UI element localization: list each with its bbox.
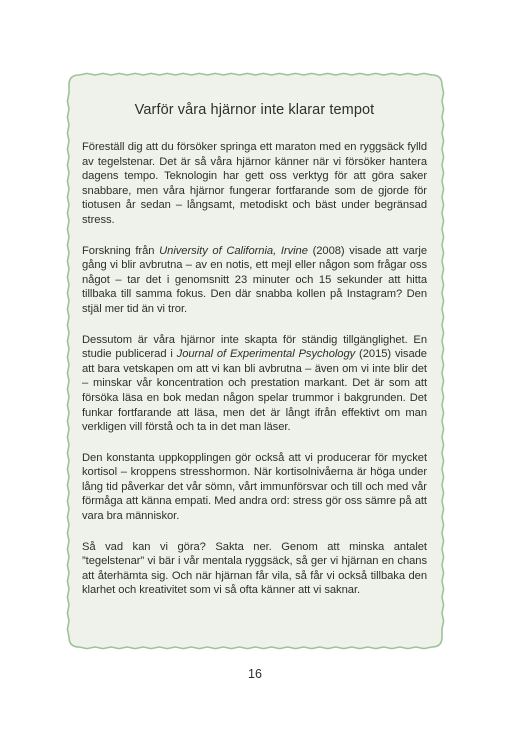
- paragraph-4: Den konstanta uppkopplingen gör också att vi producerar för mycket kortisol – kroppens stresshormon. När kortisolnivåerna är höga under lång tid påverkar det vår sömn, vårt immunförsvar och till och med vår förmåga att känna empati. Med andra ord: stress gör oss sämre på att vara bra människor.: [82, 451, 427, 523]
- paragraph-3-intro: Dessutom är våra hjärnor inte skapta för ständig tillgänglighet. En studie publicerad i: [82, 333, 427, 361]
- paragraph-5: Så vad kan vi göra? Sakta ner. Genom att minska antalet ”tegelstenar” vi bär i vår mentala ryggsäck, så ger vi hjärnan en chans att återhämta sig. Och när hjärnan får vila, så får vi också tillbaka den klarhet och kreativitet som vi så ofta känner att vi saknar.: [82, 540, 427, 597]
- source-uc-irvine: University of California, Irvine: [159, 244, 308, 257]
- page-number: 16: [248, 667, 262, 681]
- paragraph-3: [82, 333, 427, 435]
- paragraph-2-body: (2008) visade att varje gång vi blir avbrutna – av en notis, ett mejl eller någon som frågar oss något – tar det i genomsnitt 23 minuter och 15 sekunder att hitta tillbaka till samma fokus. Den där snabba kollen på Instagram? Den stjäl mer tid än vi tror.: [82, 244, 427, 315]
- source-journal: Journal of Experimental Psychology: [176, 348, 356, 361]
- paragraph-3-body: (2015) visade att bara vetskapen om att vi kan bli avbrutna – även om vi inte blir det – minskar vår koncentration och prestation markant. Det är som att försöka läsa en bok medan någon spelar trummor i bakgrunden. Det funkar fortfarande att läsa, men det är långt ifrån effektivt om man verkligen vill förstå och ta in det man läser.: [82, 348, 427, 434]
- paragraph-2: [82, 244, 427, 317]
- article-title: Varför våra hjärnor inte klarar tempot: [134, 102, 375, 118]
- paragraph-1: Föreställ dig att du försöker springa ett maraton med en ryggsäck fylld av tegelstenar. Det är så våra hjärnor känner när vi försöker hantera dagens tempo. Teknologin har gett oss verktyg för att göra saker snabbare, men våra hjärnor fungerar fortfarande som de gjorde för tiotusen år sedan – långsamt, metodiskt och bäst under begränsad stress.: [82, 141, 427, 226]
- article: [82, 102, 427, 614]
- text-panel: [66, 72, 445, 650]
- paragraph-2-intro: Forskning från: [82, 244, 160, 257]
